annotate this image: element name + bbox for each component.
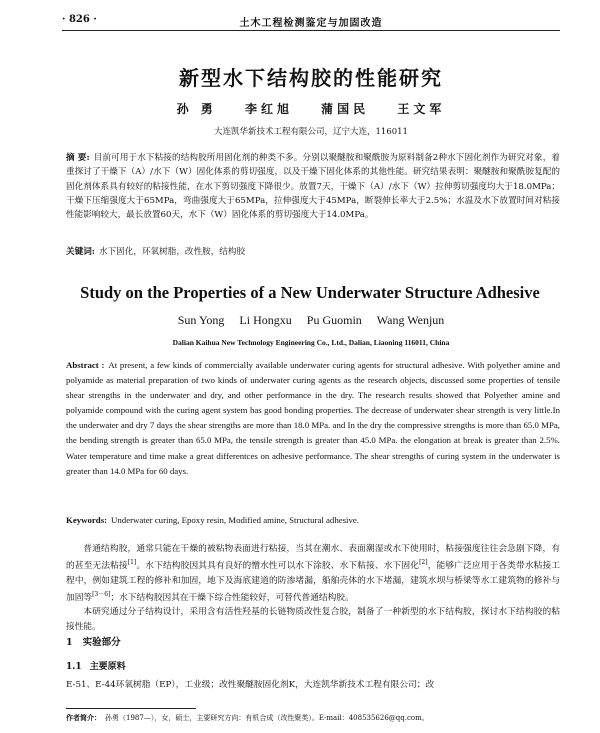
text-run: 普通结构胶，通常只能在干燥的被粘物表面进行粘接，当其在潮水、表面潮湿或水下使用时，粘接强度往往会急剧下降，有的甚至无法粘接 bbox=[66, 544, 560, 572]
english-title: Study on the Properties of a New Underwater Structure Adhesive bbox=[80, 283, 540, 302]
page-number: · 826 · bbox=[62, 14, 97, 25]
author: Pu Guomin bbox=[306, 313, 362, 327]
header-rule bbox=[62, 30, 560, 31]
text-run: ，能够广泛应用于各类带水粘接工程中，例如建筑工程的修补和加固，地下及海底建道的防渗堵漏，船舶壳体的水下堵漏，建筑水坝与桥梁等水工建筑物的修补与加固等 bbox=[66, 561, 561, 603]
author: 李红旭 bbox=[244, 102, 293, 116]
author: 王文军 bbox=[397, 102, 446, 116]
paragraph bbox=[66, 542, 560, 605]
keywords-text: Underwater curing, Epoxy resin, Modified amine, Structural adhesive. bbox=[111, 515, 359, 525]
citation: [2] bbox=[419, 559, 428, 567]
chinese-authors bbox=[62, 100, 560, 117]
text-run: ；水下结构胶因其在干燥下综合性能较好，可替代普通结构胶。 bbox=[110, 593, 354, 603]
keywords-label: 关键词: bbox=[66, 247, 95, 257]
footnote-rule bbox=[66, 708, 196, 709]
chinese-affiliation: 大连凯华新技术工程有限公司，辽宁大连，116011 bbox=[214, 127, 408, 137]
abstract-text: 目前可用于水下粘接的结构胶所用固化剂的种类不多。分别以聚醚胺和聚酰胺为原料制备2种水下固化剂作为研究对象，着重探讨了干燥下（A）/水下（W）固化体系的剪切强度，以及干燥下固化体系的其他性能。研究结果表明：聚醚胺和聚酰胺复配的固化剂体系具有较好的粘接性能，在水下剪切强度下降很少。放置7天，干燥下（A）/水下（W）拉伸剪切强度均大于18.0MPa；干燥下压缩强度大于65MPa，弯曲强度大于65MPa，拉伸强度大于45MPa，断裂伸长率大于2.5%；水温及水下放置时间对粘接性能影响较大，最长放置60天，水下（W）固化体系的剪切强度大于14.0MPa。 bbox=[66, 153, 560, 221]
chinese-abstract bbox=[66, 151, 560, 222]
english-keywords bbox=[66, 513, 560, 527]
introduction bbox=[66, 542, 560, 634]
author-footnote bbox=[66, 713, 560, 723]
text-run: 。水下结构胶因其具有良好的憎水性可以水下涂胶、水下粘接、水下固化 bbox=[136, 561, 420, 572]
keywords-text: 水下固化，环氧树脂，改性胺，结构胶 bbox=[98, 247, 246, 257]
footnote-text: 孙勇（1987—），女，硕士，主要研究方向：有机合成（改性聚类）。E-mail：408535626@qq.com。 bbox=[105, 714, 429, 722]
chinese-title: 新型水下结构胶的性能研究 bbox=[179, 66, 443, 90]
subsection-number: 1.1 bbox=[66, 662, 82, 672]
english-abstract bbox=[66, 358, 560, 479]
keywords-label: Keywords: bbox=[66, 515, 108, 525]
abstract-label: 摘 要: bbox=[66, 153, 90, 163]
citation: [3－6] bbox=[92, 591, 111, 599]
paragraph: 本研究通过分子结构设计，采用含有活性羟基的长链物质改性复合胶，制备了一种新型的水下结构胶，探讨水下结构胶的粘接性能。 bbox=[66, 607, 560, 632]
materials-text: E-51、E-44环氧树脂（EP），工业级；改性聚醚胺固化剂K，大连凯华新技术工程有限公司；改 bbox=[66, 680, 435, 690]
abstract-text: At present, a few kinds of commercially available underwater curing agents for structural adhesive. With polyether amine and polyamide as material preparation of two kinds of underwater curing agents as the research objects, discussed some properties of tensile shear strengths in the underwater and dry, and other performance in the dry. The research results showed that Polyether amine and polyamide compound with the curing agent system has good bonding properties. The decrease of underwater shear strength is very little.In the underwater and dry 7 days the shear strengths are more than 18.0 MPa. and In the dry the compressive strengths is more than 65.0 MPa, the bending strength is greater than 65.0 MPa, the tensile strength is greater than 45.0 MPa. the elongation at break is greater than 2.5%. Water temperature and time make a great differentces on adhesive performance. The shear strengths of curing system in the underwater is greater than 14.0 MPa for 60 days. bbox=[66, 360, 560, 476]
english-authors bbox=[62, 313, 560, 328]
chinese-keywords bbox=[66, 245, 560, 259]
citation: [1] bbox=[127, 559, 137, 567]
footnote-label: 作者简介： bbox=[66, 713, 101, 722]
author: 蒲国民 bbox=[321, 102, 370, 116]
section-title: 实验部分 bbox=[82, 637, 121, 648]
author: Li Hongxu bbox=[239, 313, 292, 327]
subsection-title: 主要原料 bbox=[89, 662, 126, 672]
subsection-heading bbox=[66, 659, 560, 672]
section-number: 1 bbox=[66, 637, 73, 648]
english-affiliation: Dalian Kaihua New Technology Engineering Co., Ltd., Dalian, Liaoning 116011, China bbox=[172, 338, 450, 347]
author: Wang Wenjun bbox=[376, 313, 445, 327]
abstract-label: Abstract : bbox=[66, 360, 105, 370]
journal-name: 土木工程检测鉴定与加固改造 bbox=[239, 18, 383, 29]
author: 孙 勇 bbox=[176, 102, 217, 116]
section-heading bbox=[66, 634, 560, 648]
running-head bbox=[62, 12, 560, 30]
author: Sun Yong bbox=[177, 313, 225, 327]
